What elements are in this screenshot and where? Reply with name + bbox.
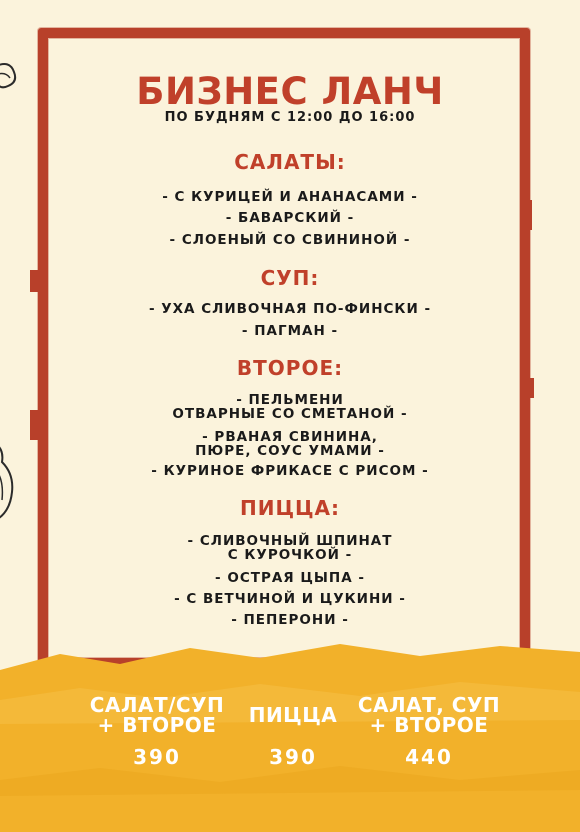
price-label-line: + ВТОРОЕ <box>97 713 217 737</box>
menu-item: - ПЕПЕРОНИ - <box>231 612 349 628</box>
menu-item: - БАВАРСКИЙ - <box>225 210 355 226</box>
price-label-line: ПИЦЦА <box>248 703 338 727</box>
section-heading-pizza: ПИЦЦА: <box>239 496 341 520</box>
menu-item: - УХА СЛИВОЧНАЯ ПО-ФИНСКИ - <box>148 301 432 317</box>
frame-notch <box>30 270 40 292</box>
menu-item-line: ОТВАРНЫЕ СО СМЕТАНОЙ - <box>172 406 408 422</box>
price-value: 390 <box>133 745 181 769</box>
price-value: 440 <box>405 745 453 769</box>
frame-notch <box>30 410 40 440</box>
menu-title: БИЗНЕС ЛАНЧ <box>136 70 444 113</box>
section-heading-main: ВТОРОЕ: <box>236 356 344 380</box>
price-combo-1 <box>82 693 232 769</box>
menu-item: - ПАГМАН - <box>241 323 339 339</box>
price-label-line: + ВТОРОЕ <box>369 713 489 737</box>
menu-hours: ПО БУДНЯМ С 12:00 ДО 16:00 <box>164 110 416 125</box>
onion-doodle-icon <box>0 440 22 530</box>
menu-item: - ОСТРАЯ ЦЫПА - <box>215 570 365 586</box>
price-value: 390 <box>269 745 317 769</box>
menu-item: - КУРИНОЕ ФРИКАСЕ С РИСОМ - <box>151 463 429 479</box>
menu-item-line: ПЮРЕ, СОУС УМАМИ - <box>195 443 385 459</box>
section-heading-soup: СУП: <box>260 266 320 290</box>
garlic-doodle-icon <box>0 56 22 116</box>
yellow-brush-band <box>0 640 580 832</box>
section-heading-salads: САЛАТЫ: <box>234 150 346 174</box>
menu-item-line: - РВАНАЯ СВИНИНА, <box>202 429 378 445</box>
menu-item: - С ВЕТЧИНОЙ И ЦУКИНИ - <box>174 591 406 607</box>
frame-notch <box>520 200 532 230</box>
price-label-line: САЛАТ/СУП <box>89 693 225 717</box>
menu-item: - С КУРИЦЕЙ И АНАНАСАМИ - <box>162 189 418 205</box>
menu-item-line: С КУРОЧКОЙ - <box>227 547 353 563</box>
menu-item: - СЛОЕНЫЙ СО СВИНИНОЙ - <box>169 232 411 248</box>
menu-item-line: - СЛИВОЧНЫЙ ШПИНАТ <box>187 533 393 549</box>
price-combo-3 <box>354 693 504 769</box>
price-combo-2 <box>238 695 348 769</box>
price-label-line: САЛАТ, СУП <box>357 693 501 717</box>
frame-notch <box>520 378 534 398</box>
menu-item-line: - ПЕЛЬМЕНИ <box>236 392 344 408</box>
